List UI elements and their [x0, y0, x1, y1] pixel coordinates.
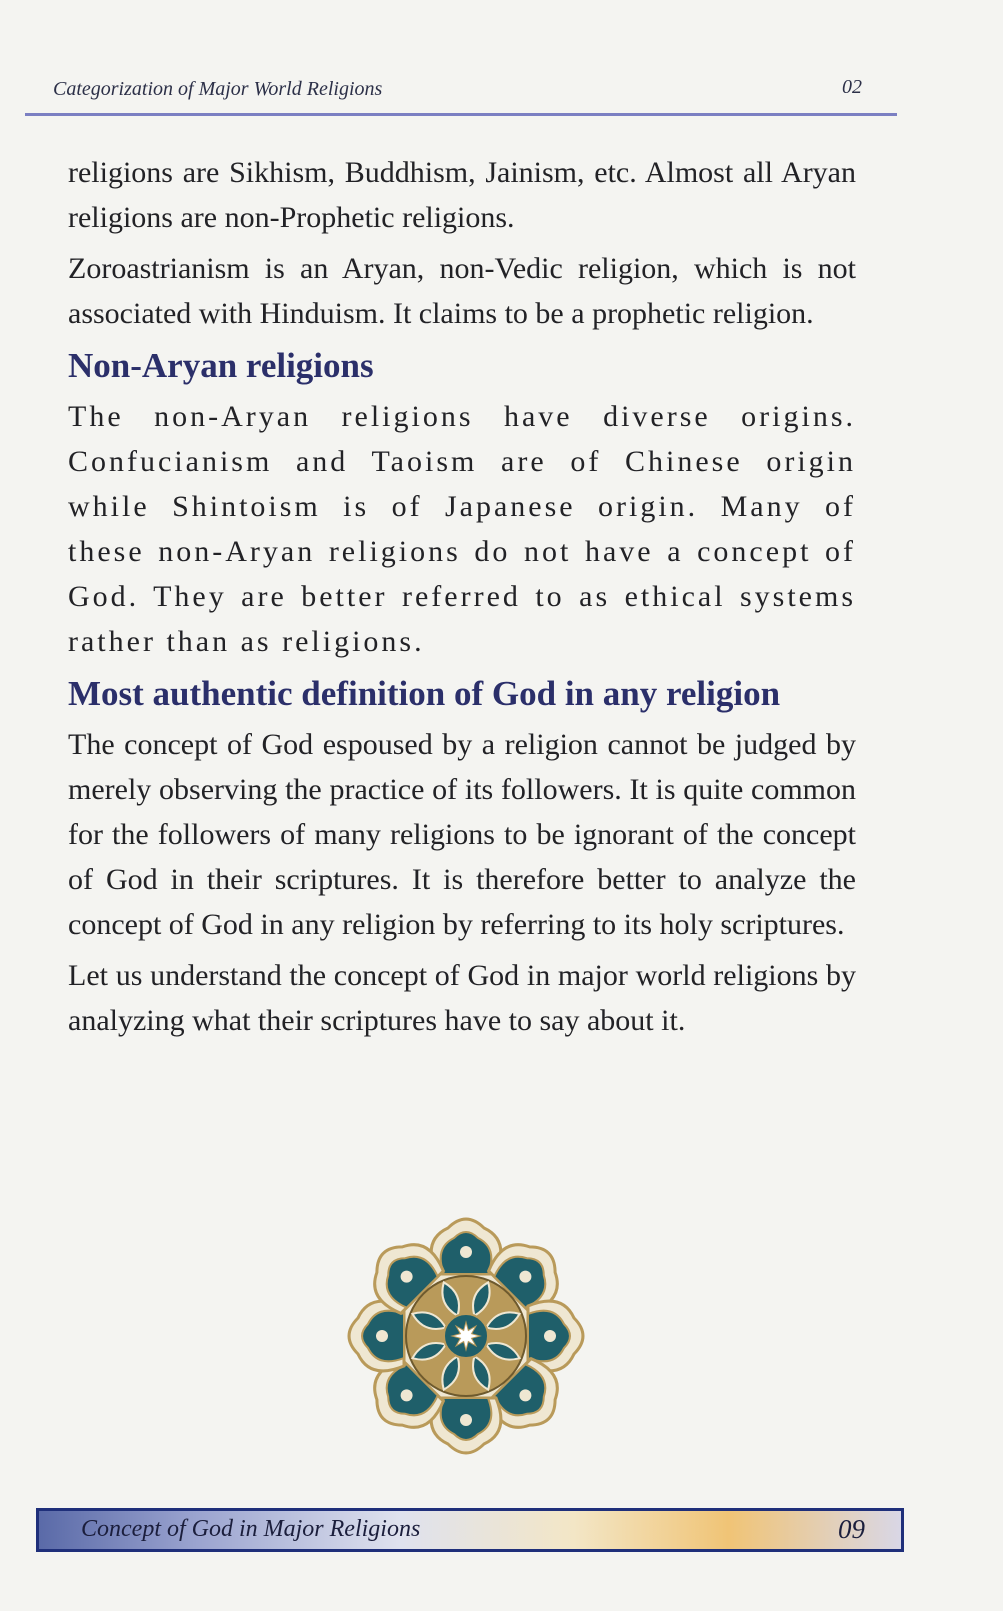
page-number: 09	[838, 1514, 865, 1544]
running-header-title: Categorization of Major World Religions	[53, 78, 383, 100]
header-divider	[25, 113, 897, 116]
section-heading: Non-Aryan religions	[68, 346, 374, 385]
paragraph: religions are Sikhism, Buddhism, Jainism, etc. Almost all Aryan religions are non-Prophetic religions.	[68, 156, 856, 234]
paragraph: Let us understand the concept of God in major world religions by analyzing what their scriptures have to say about it.	[68, 959, 856, 1037]
section-heading: Most authentic definition of God in any religion	[68, 674, 781, 713]
paragraph: Zoroastrianism is an Aryan, non-Vedic religion, which is not associated with Hinduism. It claims to be a prophetic religion.	[68, 252, 856, 330]
islamic-star-ornament-icon	[336, 1206, 596, 1466]
running-header-section-number: 02	[842, 76, 862, 98]
footer-bar	[36, 1508, 904, 1552]
body-text	[68, 150, 856, 1049]
paragraph: The concept of God espoused by a religion cannot be judged by merely observing the practice of its followers. It is quite common for the followers of many religions to be ignorant of the concept of God in their scriptures. It is therefore better to analyze the concept of God in any religion by referring to its holy scriptures.	[68, 728, 856, 941]
paragraph: The non-Aryan religions have diverse origins. Confucianism and Taoism are of Chinese origin while Shintoism is of Japanese origin. Many of these non-Aryan religions do not have a concept of God. They are better referred to as ethical systems rather than as religions.	[68, 400, 856, 658]
footer-book-title: Concept of God in Major Religions	[81, 1516, 421, 1542]
